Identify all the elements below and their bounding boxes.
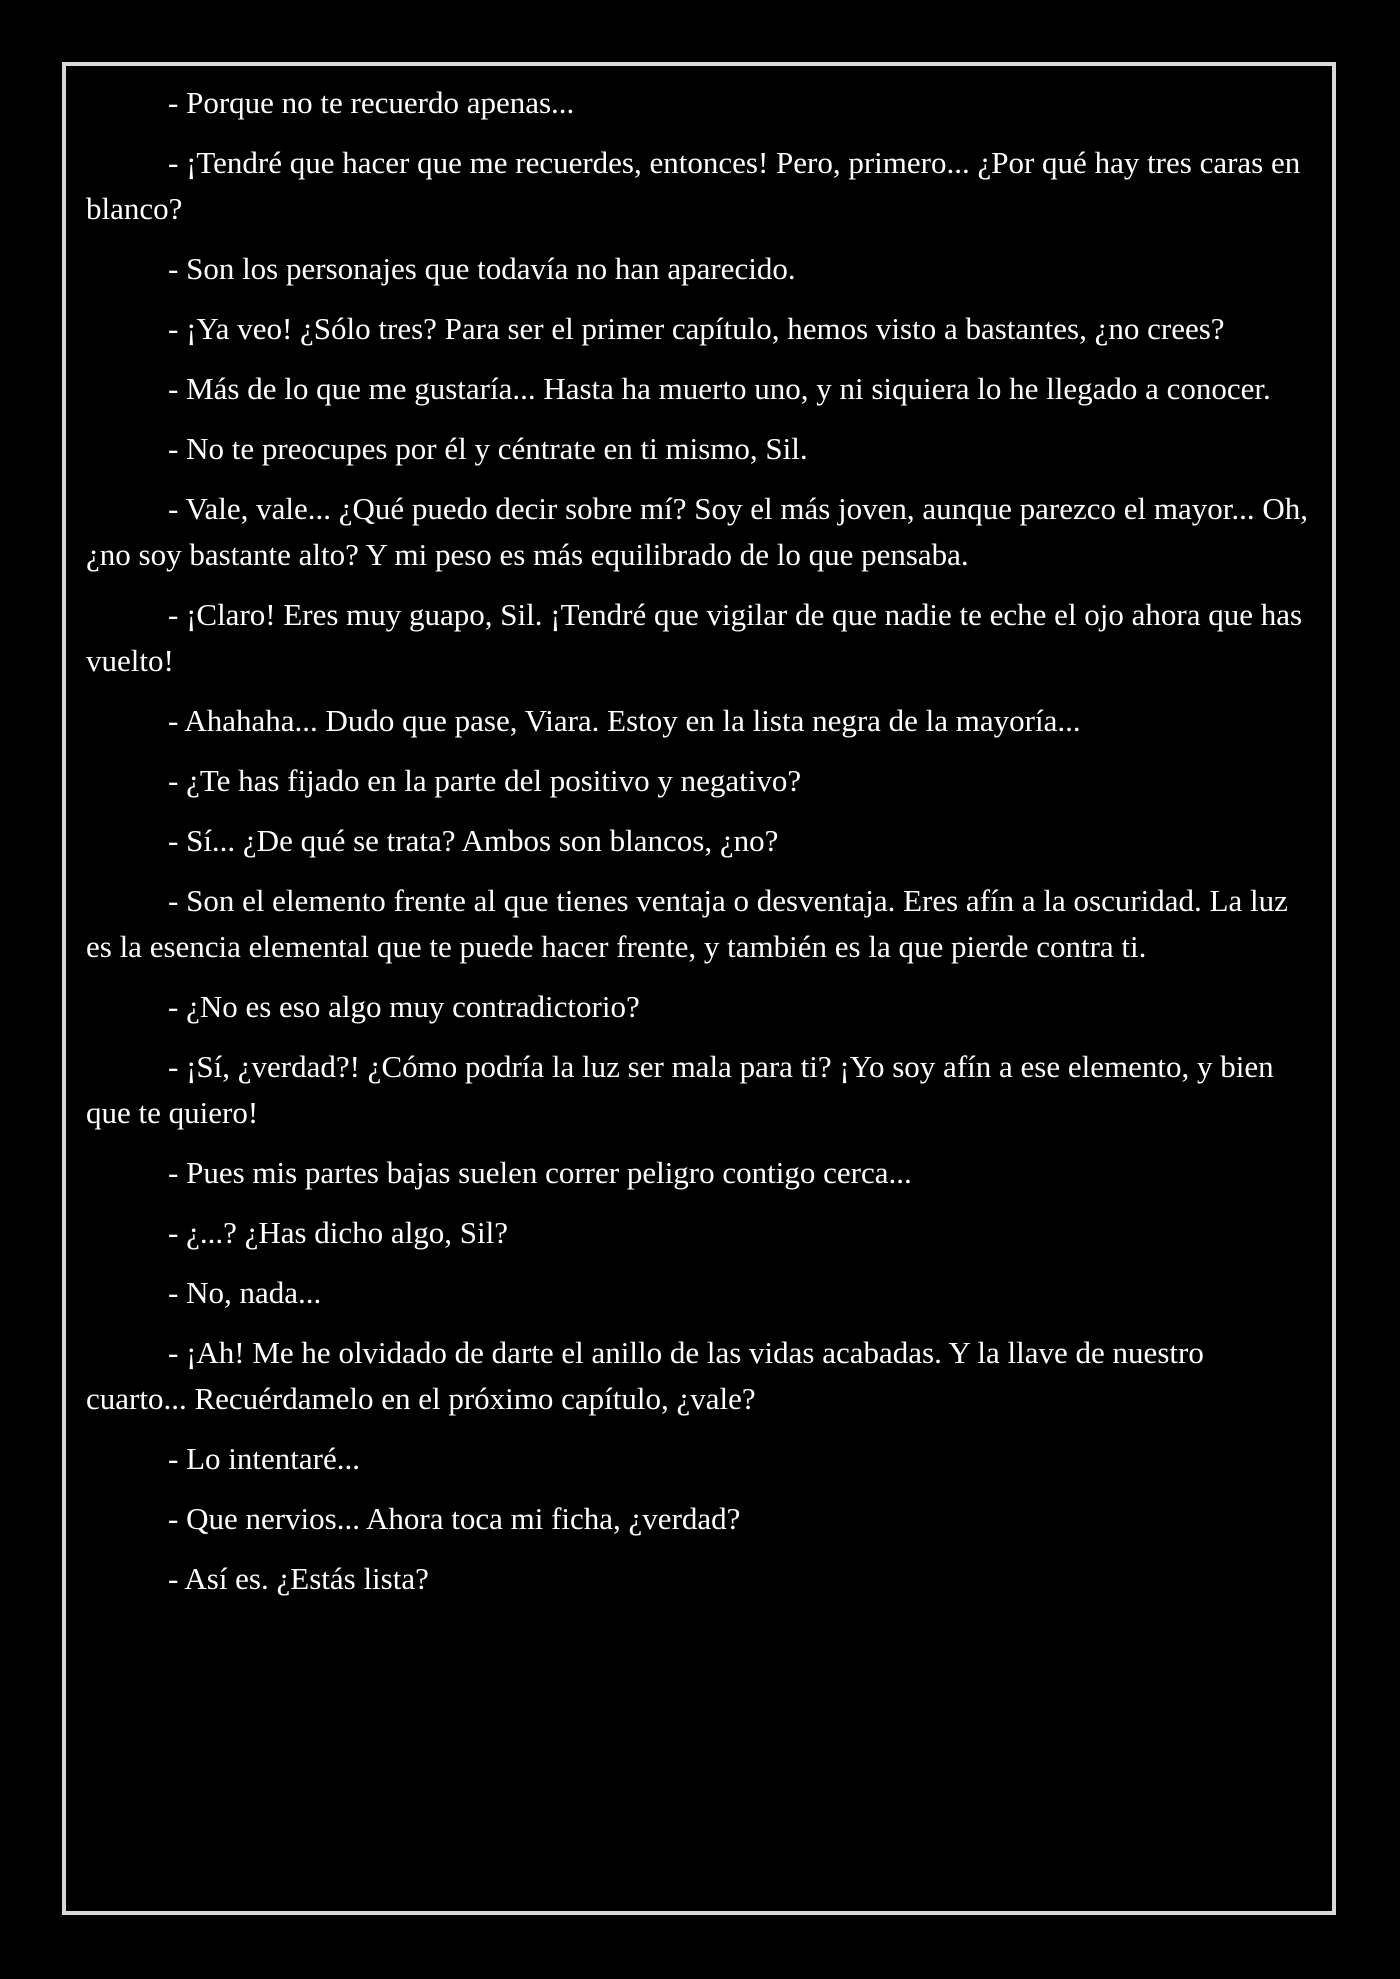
dialogue-paragraph: - Pues mis partes bajas suelen correr peligro contigo cerca... (168, 1155, 912, 1190)
dialogue-paragraph: - ¡Claro! Eres muy guapo, Sil. ¡Tendré que vigilar de que nadie te eche el ojo ahora que has vuelto! (86, 597, 1303, 678)
dialogue-paragraph: - Lo intentaré... (168, 1441, 360, 1476)
dialogue-paragraph: - ¿...? ¿Has dicho algo, Sil? (168, 1215, 509, 1250)
document-body (86, 80, 1312, 1616)
dialogue-paragraph: - Sí... ¿De qué se trata? Ambos son blancos, ¿no? (168, 823, 779, 858)
dialogue-paragraph: - Porque no te recuerdo apenas... (168, 85, 575, 120)
dialogue-paragraph: - No te preocupes por él y céntrate en ti mismo, Sil. (168, 431, 808, 466)
dialogue-paragraph: - Más de lo que me gustaría... Hasta ha muerto uno, y ni siquiera lo he llegado a conocer. (168, 371, 1271, 406)
dialogue-paragraph: - Ahahaha... Dudo que pase, Viara. Estoy en la lista negra de la mayoría... (168, 703, 1081, 738)
dialogue-paragraph: - No, nada... (168, 1275, 322, 1310)
dialogue-paragraph: - ¡Tendré que hacer que me recuerdes, entonces! Pero, primero... ¿Por qué hay tres caras en blanco? (86, 145, 1301, 226)
dialogue-paragraph: - ¡Sí, ¿verdad?! ¿Cómo podría la luz ser mala para ti? ¡Yo soy afín a ese elemento, y bien que te quiero! (86, 1049, 1274, 1130)
dialogue-paragraph: - Son los personajes que todavía no han aparecido. (168, 251, 796, 286)
dialogue-paragraph: - ¡Ya veo! ¿Sólo tres? Para ser el primer capítulo, hemos visto a bastantes, ¿no crees? (168, 311, 1225, 346)
page-frame (62, 62, 1336, 1915)
dialogue-paragraph: - ¿Te has fijado en la parte del positivo y negativo? (168, 763, 802, 798)
dialogue-paragraph: - Son el elemento frente al que tienes ventaja o desventaja. Eres afín a la oscuridad. La luz es la esencia elemental que te puede hacer frente, y también es la que pierde contra ti. (86, 883, 1288, 964)
dialogue-paragraph: - ¡Ah! Me he olvidado de darte el anillo de las vidas acabadas. Y la llave de nuestro cuarto... Recuérdamelo en el próximo capítulo, ¿vale? (86, 1335, 1204, 1416)
dialogue-paragraph: - ¿No es eso algo muy contradictorio? (168, 989, 640, 1024)
dialogue-paragraph: - Que nervios... Ahora toca mi ficha, ¿verdad? (168, 1501, 741, 1536)
dialogue-paragraph: - Así es. ¿Estás lista? (168, 1561, 429, 1596)
dialogue-paragraph: - Vale, vale... ¿Qué puedo decir sobre mí? Soy el más joven, aunque parezco el mayor... Oh, ¿no soy bastante alto? Y mi peso es más equilibrado de lo que pensaba. (86, 491, 1309, 572)
